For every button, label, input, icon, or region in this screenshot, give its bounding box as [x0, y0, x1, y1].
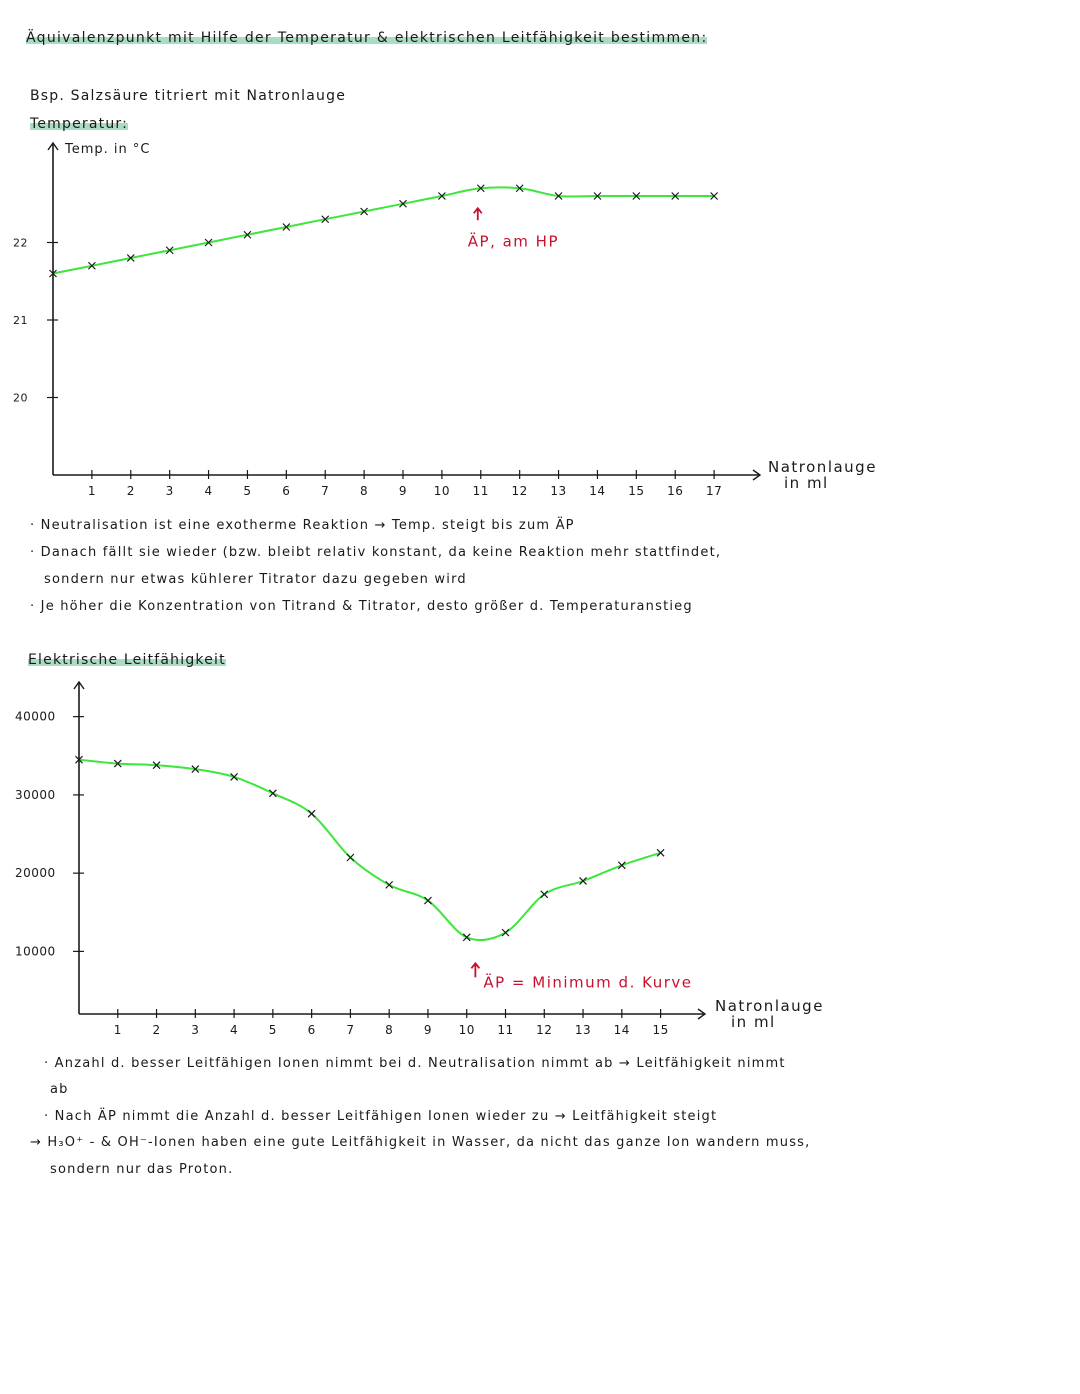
- x-tick-label: 3: [191, 1023, 200, 1037]
- x-tick-label: 14: [613, 1023, 630, 1037]
- x-tick-label: 4: [230, 1023, 239, 1037]
- x-tick-label: 6: [282, 484, 291, 498]
- conductivity-note-3: · Nach ÄP nimmt die Anzahl d. besser Leitfähigen Ionen wieder zu → Leitfähigkeit steigt: [44, 1109, 718, 1124]
- x-tick-label: 5: [268, 1023, 277, 1037]
- x-tick-label: 2: [126, 484, 135, 498]
- x-tick-label: 3: [165, 484, 174, 498]
- data-point: [386, 881, 393, 888]
- page-title: Äquivalenzpunkt mit Hilfe der Temperatur & elektrischen Leitfähigkeit bestimmen:: [26, 30, 708, 46]
- data-point: [424, 897, 431, 904]
- y-tick-label: 10000: [15, 944, 56, 959]
- x-axis-label: Natronlauge: [768, 458, 877, 476]
- x-tick-label: 13: [550, 484, 567, 498]
- x-tick-label: 4: [204, 484, 213, 498]
- x-tick-label: 12: [536, 1023, 553, 1037]
- temperature-note-1: · Neutralisation ist eine exotherme Reaktion → Temp. steigt bis zum ÄP: [30, 518, 575, 533]
- y-tick-label: 20000: [15, 866, 56, 881]
- conductivity-chart: [0, 670, 1080, 1045]
- x-tick-label: 8: [385, 1023, 394, 1037]
- x-tick-label: 12: [511, 484, 528, 498]
- x-tick-label: 15: [628, 484, 645, 498]
- data-point: [308, 810, 315, 817]
- x-tick-label: 1: [113, 1023, 122, 1037]
- conductivity-note-4: → H₃O⁺ - & OH⁻-Ionen haben eine gute Leitfähigkeit in Wasser, da nicht das ganze Ion wandern muss,: [30, 1135, 811, 1150]
- x-tick-label: 6: [307, 1023, 316, 1037]
- temperature-heading: Temperatur:: [30, 116, 129, 132]
- x-tick-label: 7: [321, 484, 330, 498]
- y-tick-label: 40000: [15, 709, 56, 724]
- data-curve: [79, 760, 661, 940]
- x-tick-label: 10: [458, 1023, 475, 1037]
- x-tick-label: 9: [423, 1023, 433, 1037]
- x-tick-label: 7: [346, 1023, 355, 1037]
- temperature-note-2: · Danach fällt sie wieder (bzw. bleibt relativ konstant, da keine Reaktion mehr stattfindet,: [30, 545, 722, 560]
- data-point: [541, 891, 548, 898]
- y-axis-label: Temp. in °C: [65, 142, 151, 157]
- y-tick-label: 22: [13, 236, 28, 250]
- x-tick-label: 15: [652, 1023, 669, 1037]
- x-tick-label: 2: [152, 1023, 161, 1037]
- data-point: [502, 929, 509, 936]
- example-text: Bsp. Salzsäure titriert mit Natronlauge: [30, 88, 347, 104]
- conductivity-heading: Elektrische Leitfähigkeit: [28, 652, 226, 668]
- x-tick-label: 11: [472, 484, 489, 498]
- annotation-label: ÄP, am HP: [467, 232, 560, 251]
- annotation-label: ÄP = Minimum d. Kurve: [483, 973, 693, 992]
- x-tick-label: 1: [87, 484, 96, 498]
- y-tick-label: 30000: [15, 787, 56, 802]
- data-curve: [53, 187, 714, 273]
- x-tick-label: 10: [433, 484, 451, 498]
- x-tick-label: 14: [589, 484, 606, 498]
- x-tick-label: 11: [497, 1023, 514, 1037]
- x-tick-label: 8: [360, 484, 369, 498]
- x-tick-label: 9: [398, 484, 408, 498]
- x-tick-label: 5: [243, 484, 252, 498]
- temperature-chart: [0, 135, 1080, 510]
- conductivity-note-5: sondern nur das Proton.: [50, 1162, 234, 1177]
- conductivity-note-1: · Anzahl d. besser Leitfähigen Ionen nimmt bei d. Neutralisation nimmt ab → Leitfähigkeit nimmt: [44, 1056, 786, 1071]
- x-axis-label: in ml: [731, 1013, 776, 1031]
- x-axis-label: Natronlauge: [715, 997, 824, 1015]
- temperature-note-4: · Je höher die Konzentration von Titrand & Titrator, desto größer d. Temperaturanstieg: [30, 599, 693, 614]
- data-point: [347, 854, 354, 861]
- x-tick-label: 13: [574, 1023, 592, 1037]
- x-tick-label: 17: [705, 484, 723, 498]
- y-tick-label: 21: [13, 314, 28, 327]
- x-tick-label: 16: [667, 484, 684, 498]
- temperature-note-3: sondern nur etwas kühlerer Titrator dazu gegeben wird: [44, 572, 467, 587]
- conductivity-note-2: ab: [50, 1082, 69, 1097]
- y-tick-label: 20: [13, 391, 28, 405]
- x-axis-label: in ml: [784, 474, 829, 492]
